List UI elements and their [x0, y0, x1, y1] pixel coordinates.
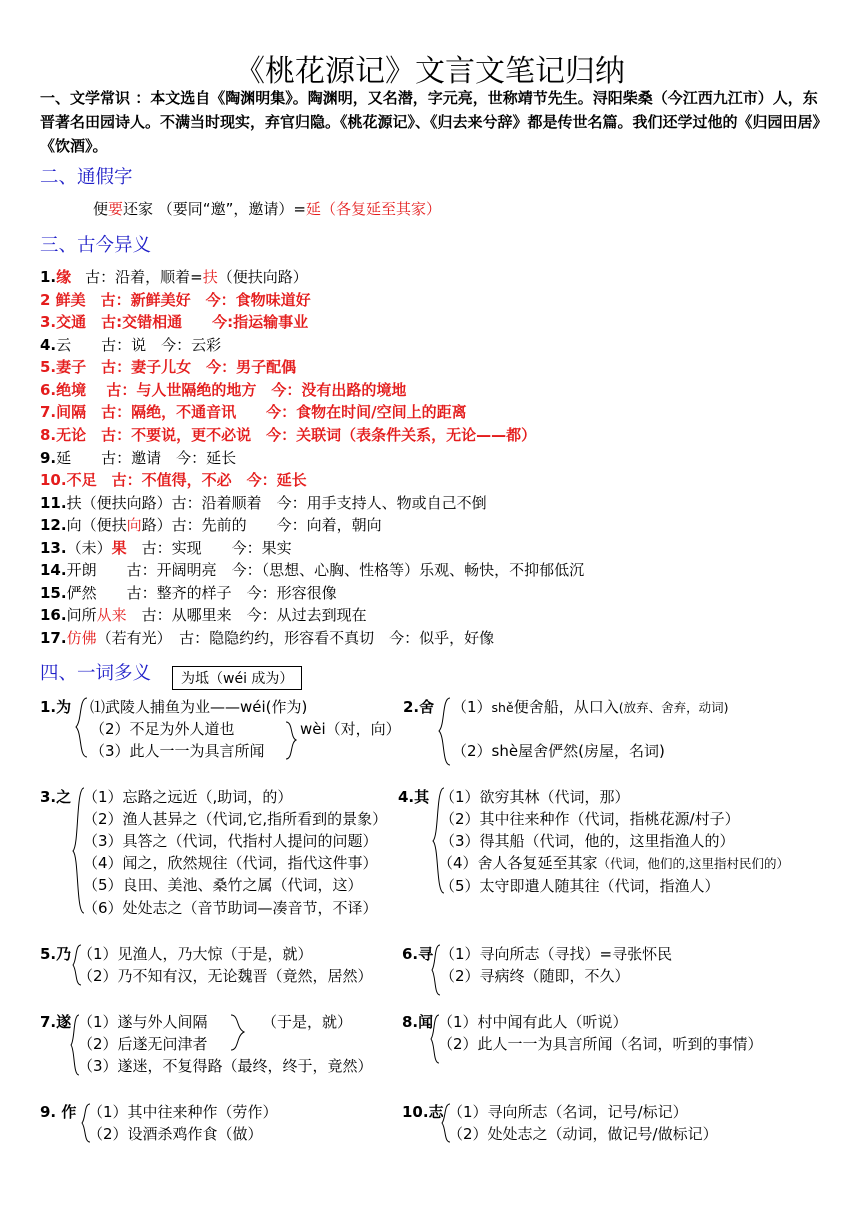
- word-head-zhi2: 10.志: [402, 1103, 444, 1121]
- section-heading-yiciduoyi: 四、一词多义: [40, 663, 152, 684]
- section-heading-gujinyiyi: 三、古今异义: [40, 235, 152, 256]
- list-item: 16.问所从来 古：从哪里来 今：从过去到现在: [40, 606, 367, 624]
- word-head-she: 2.舍: [403, 698, 435, 716]
- list-item: （2）处处志之（动词，做记号/做标记）: [448, 1125, 718, 1143]
- brace-left: [438, 697, 452, 767]
- word-head-zhi: 3.之: [40, 788, 72, 806]
- list-item: 7.间隔 古：隔绝，不通音讯 今：食物在时间/空间上的距离: [40, 403, 467, 421]
- list-item: 14.开朗 古：开阔明亮 今：（思想、心胸、性格等）乐观、畅快，不抑郁低沉: [40, 561, 585, 579]
- intro-paragraph: 一、文学常识 ：本文选自《陶渊明集》。陶渊明，又名潜，字元亮，世称靖节先生。浔阳柴桑（今江西九江市）人，东晋著名田园诗人。不满当时现实，弃官归隐。《桃花源记》、《归去来兮辞》都是传世名篇。我们还学过他的《归园田居》《饮酒》。: [40, 89, 821, 155]
- list-item: 9.延 古：邀请 今：延长: [40, 449, 237, 467]
- section-heading-tongjiazi: 二、通假字: [40, 167, 133, 188]
- list-item: 3.交通 古:交错相通 今:指运输事业: [40, 313, 309, 331]
- list-item: （1）忘路之远近（,助词，的）: [83, 788, 293, 806]
- annotation-box: 为坻（wéi 成为）: [172, 666, 302, 690]
- list-item: （3）此人一一为具言所闻: [90, 742, 265, 760]
- word-head-wen: 8.闻: [402, 1013, 434, 1031]
- word-head-sui: 7.遂: [40, 1013, 72, 1031]
- list-item: （1）shě便舍船，从口入(放弃、舍弃，动词): [452, 698, 729, 716]
- list-item: 1.缘 古：沿着，顺着=扶（便扶向路）: [40, 268, 308, 286]
- list-item: （1）寻向所志（名词，记号/标记）: [448, 1103, 688, 1121]
- list-item: （2）不足为外人道也: [90, 720, 235, 738]
- list-item: 10.不足 古：不值得，不必 今：延长: [40, 471, 307, 489]
- list-item: 12.向（便扶向路）古：先前的 今：向着，朝向: [40, 516, 382, 534]
- gloss-text: wèi（对，向）: [300, 720, 401, 738]
- list-item: 6.绝境 古：与人世隔绝的地方 今：没有出路的境地: [40, 381, 407, 399]
- list-item: （1）寻向所志（寻找）=寻张怀民: [440, 945, 673, 963]
- list-item: （2）寻病终（随即，不久）: [440, 967, 630, 985]
- list-item: （3）具答之（代词，代指村人提问的问题）: [83, 832, 378, 850]
- list-item: 13.（未）果 古：实现 今：果实: [40, 539, 292, 557]
- list-item: （5）良田、美池、桑竹之属（代词，这）: [83, 876, 363, 894]
- word-head-zuo: 9. 作: [40, 1103, 77, 1121]
- list-item: 15.俨然 古：整齐的样子 今：形容很像: [40, 584, 337, 602]
- list-item: （4）舍人各复延至其家（代词，他们的,这里指村民们的）: [438, 854, 790, 872]
- word-head-wei: 1.为: [40, 698, 72, 716]
- list-item: （3）遂迷，不复得路（最终，终于，竟然）: [78, 1057, 373, 1075]
- list-item: （1）村中闻有此人（听说）: [438, 1013, 628, 1031]
- list-item: （2）此人一一为具言所闻（名词，听到的事情）: [438, 1035, 763, 1053]
- list-item: （5）太守即遣人随其往（代词，指渔人）: [440, 877, 720, 895]
- list-item: ⑴武陵人捕鱼为业——wéi(作为): [90, 698, 308, 716]
- list-item: （2）设酒杀鸡作食（做）: [88, 1125, 263, 1143]
- word-head-qi: 4.其: [398, 788, 430, 806]
- list-item: （2）后遂无问津者: [78, 1035, 208, 1053]
- word-head-nai: 5.乃: [40, 945, 72, 963]
- list-item: （2）shè屋舍俨然(房屋，名词): [452, 742, 665, 760]
- list-item: （2）其中往来种作（代词，指桃花源/村子）: [440, 810, 740, 828]
- list-item: （6）处处志之（音节助词—凑音节，不译）: [83, 899, 378, 917]
- brace-right: [230, 1014, 246, 1052]
- list-item: （1）见渔人，乃大惊（于是，就）: [78, 945, 313, 963]
- list-item: 2 鲜美 古：新鲜美好 今：食物味道好: [40, 291, 311, 309]
- brace-left: [75, 697, 89, 759]
- list-item: 4.云 古：说 今：云彩: [40, 336, 222, 354]
- list-item: （1）遂与外人间隔: [78, 1013, 208, 1031]
- brace-right: [285, 721, 297, 761]
- list-item: 11.扶（便扶向路）古：沿着顺着 今：用手支持人、物或自己不倒: [40, 494, 487, 512]
- tongjiazi-line: 便要还家 （要同“邀”，邀请）=延（各复延至其家）: [93, 200, 441, 218]
- word-head-xun: 6.寻: [402, 945, 434, 963]
- list-item: （2）渔人甚异之（代词,它,指所看到的景象）: [83, 810, 388, 828]
- list-item: 5.妻子 古：妻子儿女 今：男子配偶: [40, 358, 297, 376]
- page-title: 《桃花源记》文言文笔记归纳: [235, 54, 625, 89]
- list-item: （1）欲穷其林（代词，那）: [440, 788, 630, 806]
- list-item: 17.仿佛（若有光） 古：隐隐约约，形容看不真切 今：似乎，好像: [40, 629, 495, 647]
- list-item: （2）乃不知有汉，无论魏晋（竟然，居然）: [78, 967, 373, 985]
- list-item: 8.无论 古：不要说，更不必说 今：关联词（表条件关系，无论——都）: [40, 426, 537, 444]
- gloss-text: （于是，就）: [262, 1013, 353, 1031]
- list-item: （1）其中往来种作（劳作）: [88, 1103, 278, 1121]
- list-item: （3）得其船（代词，他的，这里指渔人的）: [440, 832, 735, 850]
- list-item: （4）闻之，欣然规往（代词，指代这件事）: [83, 854, 378, 872]
